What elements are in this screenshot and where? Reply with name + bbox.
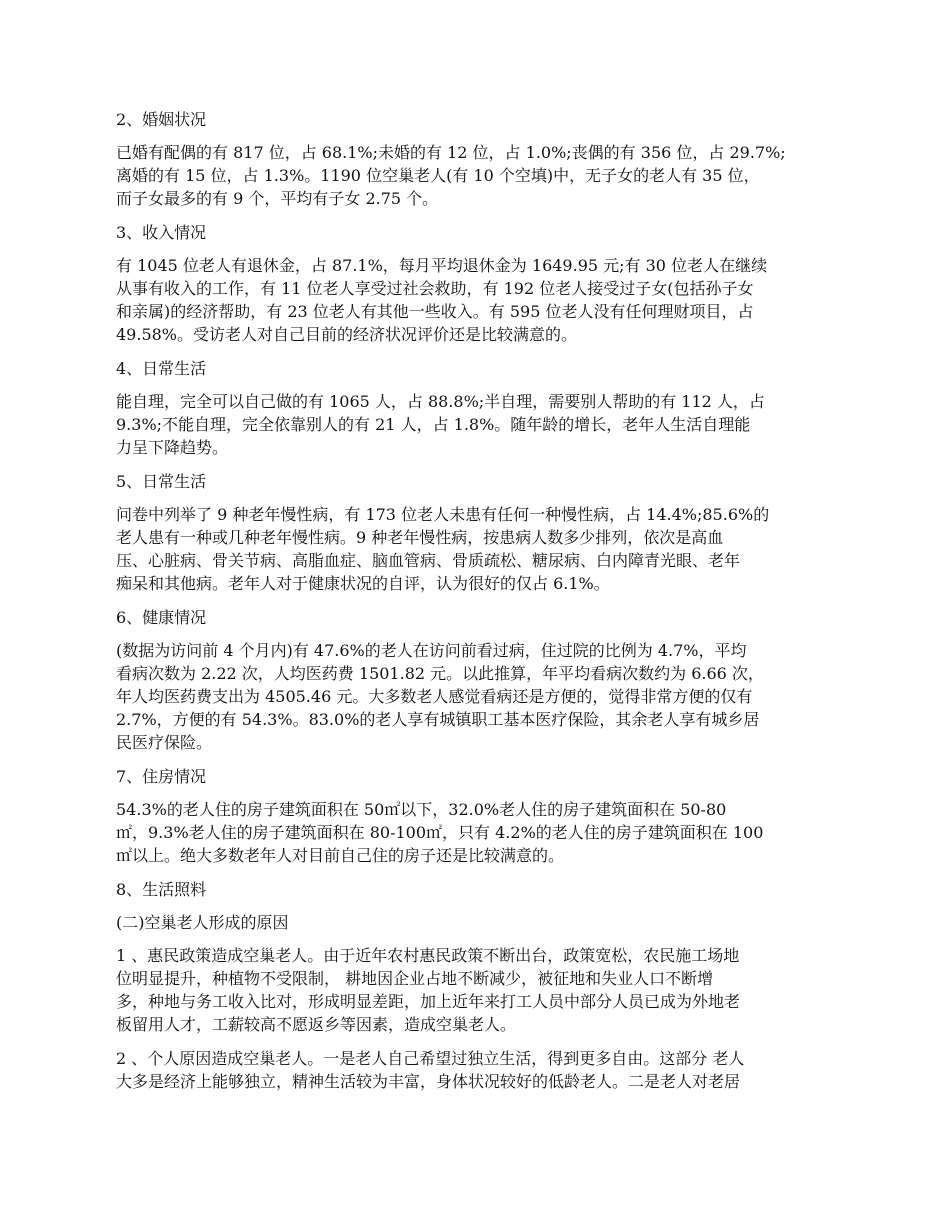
paragraph-line: 压、心脏病、骨关节病、高脂血症、脑血管病、骨质疏松、糖尿病、白内障青光眼、老年 <box>116 551 741 570</box>
section-heading-housing: 7、住房情况 <box>116 767 207 786</box>
paragraph-line: 已婚有配偶的有 817 位，占 68.1%;未婚的有 12 位，占 1.0%;丧偶的有 356 位，占 29.7%; <box>116 143 786 162</box>
paragraph-line: 多，种地与务工收入比对，形成明显差距，加上近年来打工人员中部分人员已成为外地老 <box>116 992 741 1011</box>
section-heading-causes: (二)空巢老人形成的原因 <box>116 913 289 932</box>
paragraph-line: 49.58%。受访老人对自己目前的经济状况评价还是比较满意的。 <box>116 325 578 344</box>
paragraph-line: 看病次数为 2.22 次，人均医药费 1501.82 元。以此推算，年平均看病次数约为 6.66 次， <box>116 664 764 683</box>
paragraph-line: 能自理，完全可以自己做的有 1065 人，占 88.8%;半自理，需要别人帮助的有 112 人，占 <box>116 392 765 411</box>
causes-paragraph-1 <box>116 944 840 1036</box>
document-page <box>116 108 840 1104</box>
section-heading-daily-life-2: 5、日常生活 <box>116 472 207 491</box>
marriage-paragraph <box>116 141 840 210</box>
paragraph-line: 大多是经济上能够独立，精神生活较为丰富，身体状况较好的低龄老人。二是老人对老居 <box>116 1072 741 1091</box>
daily-life-paragraph <box>116 390 840 459</box>
paragraph-line: 离婚的有 15 位，占 1.3%。1190 位空巢老人(有 10 个空填)中，无子女的老人有 35 位， <box>116 166 760 185</box>
paragraph-line: 1 、惠民政策造成空巢老人。由于近年农村惠民政策不断出台，政策宽松，农民施工场地 <box>116 946 740 965</box>
section-heading-care: 8、生活照料 <box>116 880 207 899</box>
paragraph-line: 力呈下降趋势。 <box>116 438 229 457</box>
paragraph-line: 而子女最多的有 9 个，平均有子女 2.75 个。 <box>116 189 439 208</box>
paragraph-line: 位明显提升，种植物不受限制， 耕地因企业占地不断减少，被征地和失业人口不断增 <box>116 969 714 988</box>
causes-paragraph-2 <box>116 1047 840 1093</box>
paragraph-line: 2.7%，方便的有 54.3%。83.0%的老人享有城镇职工基本医疗保险，其余老人享有城乡居 <box>116 710 760 729</box>
section-heading-daily-life: 4、日常生活 <box>116 359 207 378</box>
paragraph-line: (数据为访问前 4 个月内)有 47.6%的老人在访问前看过病，住过院的比例为 4.7%，平均 <box>116 641 747 660</box>
paragraph-line: ㎡，9.3%老人住的房子建筑面积在 80-100㎡，只有 4.2%的老人住的房子建筑面积在 100 <box>116 823 764 842</box>
paragraph-line: 和亲属)的经济帮助，有 23 位老人有其他一些收入。有 595 位老人没有任何理财项目，占 <box>116 302 754 321</box>
income-paragraph <box>116 254 840 346</box>
paragraph-line: 老人患有一种或几种老年慢性病。9 种老年慢性病，按患病人数多少排列，依次是高血 <box>116 528 724 547</box>
health-paragraph <box>116 639 840 754</box>
paragraph-line: 板留用人才，工薪较高不愿返乡等因素，造成空巢老人。 <box>116 1015 517 1034</box>
paragraph-line: 从事有收入的工作，有 11 位老人享受过社会救助，有 192 位老人接受过子女(包括孙子女 <box>116 279 754 298</box>
paragraph-line: 2 、个人原因造成空巢老人。一是老人自己希望过独立生活，得到更多自由。这部分 老人 <box>116 1049 745 1068</box>
paragraph-line: 痴呆和其他病。老年人对于健康状况的自评，认为很好的仅占 6.1%。 <box>116 574 610 593</box>
paragraph-line: 年人均医药费支出为 4505.46 元。大多数老人感觉看病还是方便的，觉得非常方便的仅有 <box>116 687 753 706</box>
chronic-disease-paragraph <box>116 503 840 595</box>
paragraph-line: 54.3%的老人住的房子建筑面积在 50㎡以下，32.0%老人住的房子建筑面积在 50-80 <box>116 800 727 819</box>
section-heading-income: 3、收入情况 <box>116 223 207 242</box>
paragraph-line: 问卷中列举了 9 种老年慢性病，有 173 位老人未患有任何一种慢性病，占 14.4%;85.6%的 <box>116 505 770 524</box>
housing-paragraph <box>116 798 840 867</box>
section-heading-health: 6、健康情况 <box>116 608 207 627</box>
paragraph-line: 9.3%;不能自理，完全依靠别人的有 21 人，占 1.8%。随年龄的增长，老年人生活自理能 <box>116 415 751 434</box>
paragraph-line: 民医疗保险。 <box>116 733 213 752</box>
section-heading-marriage: 2、婚姻状况 <box>116 110 207 129</box>
paragraph-line: ㎡以上。绝大多数老年人对目前自己住的房子还是比较满意的。 <box>116 846 565 865</box>
paragraph-line: 有 1045 位老人有退休金，占 87.1%，每月平均退休金为 1649.95 元;有 30 位老人在继续 <box>116 256 768 275</box>
